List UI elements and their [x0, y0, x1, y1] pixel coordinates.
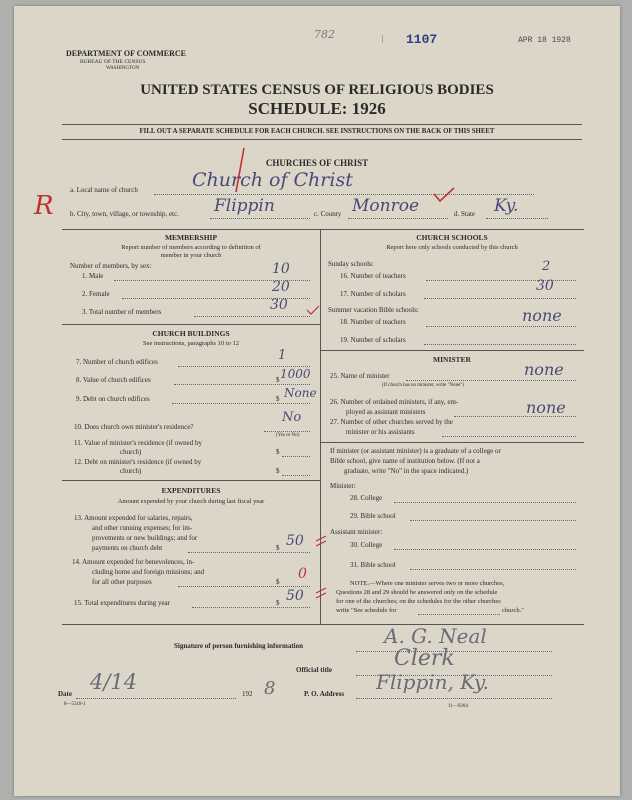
edifices-debt-value: None [284, 386, 317, 400]
running-expenses-label-2: and other running expenses; for im- [92, 524, 193, 532]
bureau-name: BUREAU OF THE CENSUS [80, 59, 146, 65]
margin-mark: R [34, 191, 54, 221]
tick-mark: | [382, 34, 384, 43]
state-label: d. State [454, 210, 475, 218]
edifices-value-value: 1000 [280, 367, 311, 381]
residence-owned-value: No [282, 410, 302, 425]
form-title: UNITED STATES CENSUS OF RELIGIOUS BODIES [140, 82, 494, 98]
running-expenses-label-4: payments on church debt [92, 544, 163, 552]
running-expenses-label-3: provements or new buildings; and for [92, 534, 198, 542]
dollar-sign-9: $ [276, 395, 280, 403]
benevolences-label-3: for all other purposes [92, 578, 152, 586]
total-expenditures-label: 15. Total expenditures during year [74, 599, 170, 607]
membership-note1: Report number of members according to definition of [121, 244, 261, 251]
buildings-title: CHURCH BUILDINGS [152, 329, 230, 338]
running-expenses-label-1: 13. Amount expended for salaries, repairs, [74, 514, 193, 522]
po-address-label: P. O. Address [304, 690, 345, 698]
edifices-value-label: 8. Value of church edifices [76, 376, 151, 384]
po-address-value: Flippin, Ky. [376, 670, 489, 694]
denomination-title: CHURCHES OF CHRIST [265, 158, 369, 168]
membership-title: MEMBERSHIP [164, 233, 218, 242]
census-schedule-sheet [14, 6, 620, 796]
sunday-scholars-value: 30 [536, 278, 554, 294]
minister-college-label: 28. College [350, 494, 383, 502]
form-number: 8—5318-1 [64, 702, 86, 707]
other-churches-label-1: 27. Number of other churches served by the [330, 418, 453, 426]
female-value: 20 [272, 279, 290, 295]
signature-value: A. G. Neal [384, 624, 487, 648]
local-name-label: a. Local name of church [70, 186, 138, 194]
members-by-sex-label: Number of members, by sex: [70, 262, 152, 270]
city-label: b. City, town, village, or township, etc. [70, 210, 179, 218]
sunday-teachers-value: 2 [542, 259, 551, 274]
residence-owned-label: 10. Does church own minister's residence? [74, 423, 194, 431]
minister-name-value: none [524, 360, 564, 379]
minister-name-hint: (If church has no minister, write "None") [382, 383, 465, 388]
edifices-count-value: 1 [278, 348, 287, 363]
male-value: 10 [272, 261, 290, 277]
local-name-value: Church of Christ [192, 169, 353, 191]
expenditures-note: Amount expended by your church during last fiscal year [117, 498, 265, 505]
minister-name-label: 25. Name of minister [330, 372, 390, 380]
graduate-note-2: Bible school, give name of institution below. (If not a [330, 457, 480, 465]
year-prefix: 192 [242, 690, 253, 698]
female-label: 2. Female [82, 290, 110, 298]
dollar-sign-13: $ [276, 544, 280, 552]
stamp-date: APR 18 1928 [518, 36, 571, 45]
assistant-subhead: Assistant minister: [330, 528, 383, 536]
official-title-value: Clerk [394, 646, 455, 671]
form-subtitle: SCHEDULE: 1926 [248, 99, 386, 118]
pencil-number: 782 [314, 28, 335, 41]
county-value: Monroe [352, 196, 420, 216]
sunday-scholars-label: 17. Number of scholars [340, 290, 406, 298]
year-value: 8 [264, 678, 276, 699]
benevolences-label-1: 14. Amount expended for benevolences, in- [72, 558, 195, 566]
schools-note: Report here only schools conducted by this church [386, 244, 518, 251]
assistant-ministers-label-1: 26. Number of ordained ministers, if any, em- [330, 398, 459, 406]
minister-subhead: Minister: [330, 482, 356, 490]
minister-note-2: Questions 28 and 29 should be answered only on the schedule [336, 589, 498, 596]
minister-note-1: NOTE.—Where one minister serves two or more churches, [350, 580, 505, 587]
red-tick-expense [314, 534, 328, 548]
graduate-note-1: If minister (or assistant minister) is a graduate of a college or [330, 447, 501, 455]
dollar-sign-8: $ [276, 376, 280, 384]
dollar-sign-15: $ [276, 599, 280, 607]
red-check-mark [432, 186, 456, 206]
graduate-note-3: graduate, write "No" in the space indicated.) [344, 467, 469, 475]
instruction-line: FILL OUT A SEPARATE SCHEDULE FOR EACH CHURCH. SEE INSTRUCTIONS ON THE BACK OF THIS SHEET [139, 128, 495, 135]
other-churches-label-2: minister or his assistants [346, 428, 415, 436]
minister-title: MINISTER [433, 355, 471, 364]
total-expenditures-value: 50 [286, 588, 304, 604]
buildings-note: See instructions, paragraphs 10 to 12 [142, 340, 240, 347]
sunday-teachers-label: 16. Number of teachers [340, 272, 406, 280]
summer-teachers-label: 18. Number of teachers [340, 318, 406, 326]
residence-value-label-2: church) [120, 448, 142, 456]
benevolences-value: 0 [298, 566, 307, 582]
dollar-sign-11: $ [276, 448, 280, 456]
residence-debt-label-1: 12. Debt on minister's residence (if owned by [74, 458, 202, 466]
signature-label: Signature of person furnishing information [174, 642, 303, 650]
benevolences-label-2: cluding home and foreign missions; and [92, 568, 205, 576]
print-number: 11—9264 [448, 704, 468, 709]
red-tick-total-expense [314, 586, 328, 600]
assistant-ministers-value: none [526, 398, 566, 417]
minister-note-3: for one of the churches; on the schedules for the other churches [336, 598, 501, 605]
assistant-bible-school-label: 31. Bible school [350, 561, 396, 569]
residence-debt-label-2: church) [120, 467, 142, 475]
assistant-ministers-label-2: ployed as assistant ministers [346, 408, 426, 416]
summer-teachers-value: none [522, 306, 562, 325]
red-tick-total [306, 304, 320, 316]
total-members-label: 3. Total number of members [82, 308, 162, 316]
yes-no-hint: (Yes or No) [276, 433, 300, 438]
bureau-city: WASHINGTON [106, 66, 140, 71]
date-value: 4/14 [90, 670, 138, 694]
dollar-sign-14: $ [276, 578, 280, 586]
running-expenses-value: 50 [286, 533, 304, 549]
official-title-label: Official title [296, 666, 332, 674]
dollar-sign-12: $ [276, 467, 280, 475]
edifices-debt-label: 9. Debt on church edifices [76, 395, 150, 403]
minister-note-4: write "See schedule for [336, 607, 397, 614]
assistant-college-label: 30. College [350, 541, 383, 549]
summer-scholars-label: 19. Number of scholars [340, 336, 406, 344]
residence-value-label-1: 11. Value of minister's residence (if owned by [74, 439, 203, 447]
membership-note2: member in your church [160, 252, 222, 259]
edifices-count-label: 7. Number of church edifices [76, 358, 158, 366]
county-label: c. County [314, 210, 342, 218]
date-label: Date [58, 690, 72, 698]
state-value: Ky. [494, 196, 519, 216]
stamp-number: 1107 [406, 32, 438, 47]
schools-title: CHURCH SCHOOLS [416, 233, 488, 242]
red-stroke-mark [232, 146, 248, 194]
city-value: Flippin [214, 196, 275, 216]
summer-schools-label: Summer vacation Bible schools: [328, 306, 419, 314]
male-label: 1. Male [82, 272, 104, 280]
dept-name: DEPARTMENT OF COMMERCE [66, 49, 187, 58]
expenditures-title: EXPENDITURES [161, 486, 221, 495]
total-members-value: 30 [270, 297, 288, 313]
minister-bible-school-label: 29. Bible school [350, 512, 396, 520]
minister-note-4b: church." [502, 607, 524, 614]
sunday-schools-label: Sunday schools: [328, 260, 374, 268]
